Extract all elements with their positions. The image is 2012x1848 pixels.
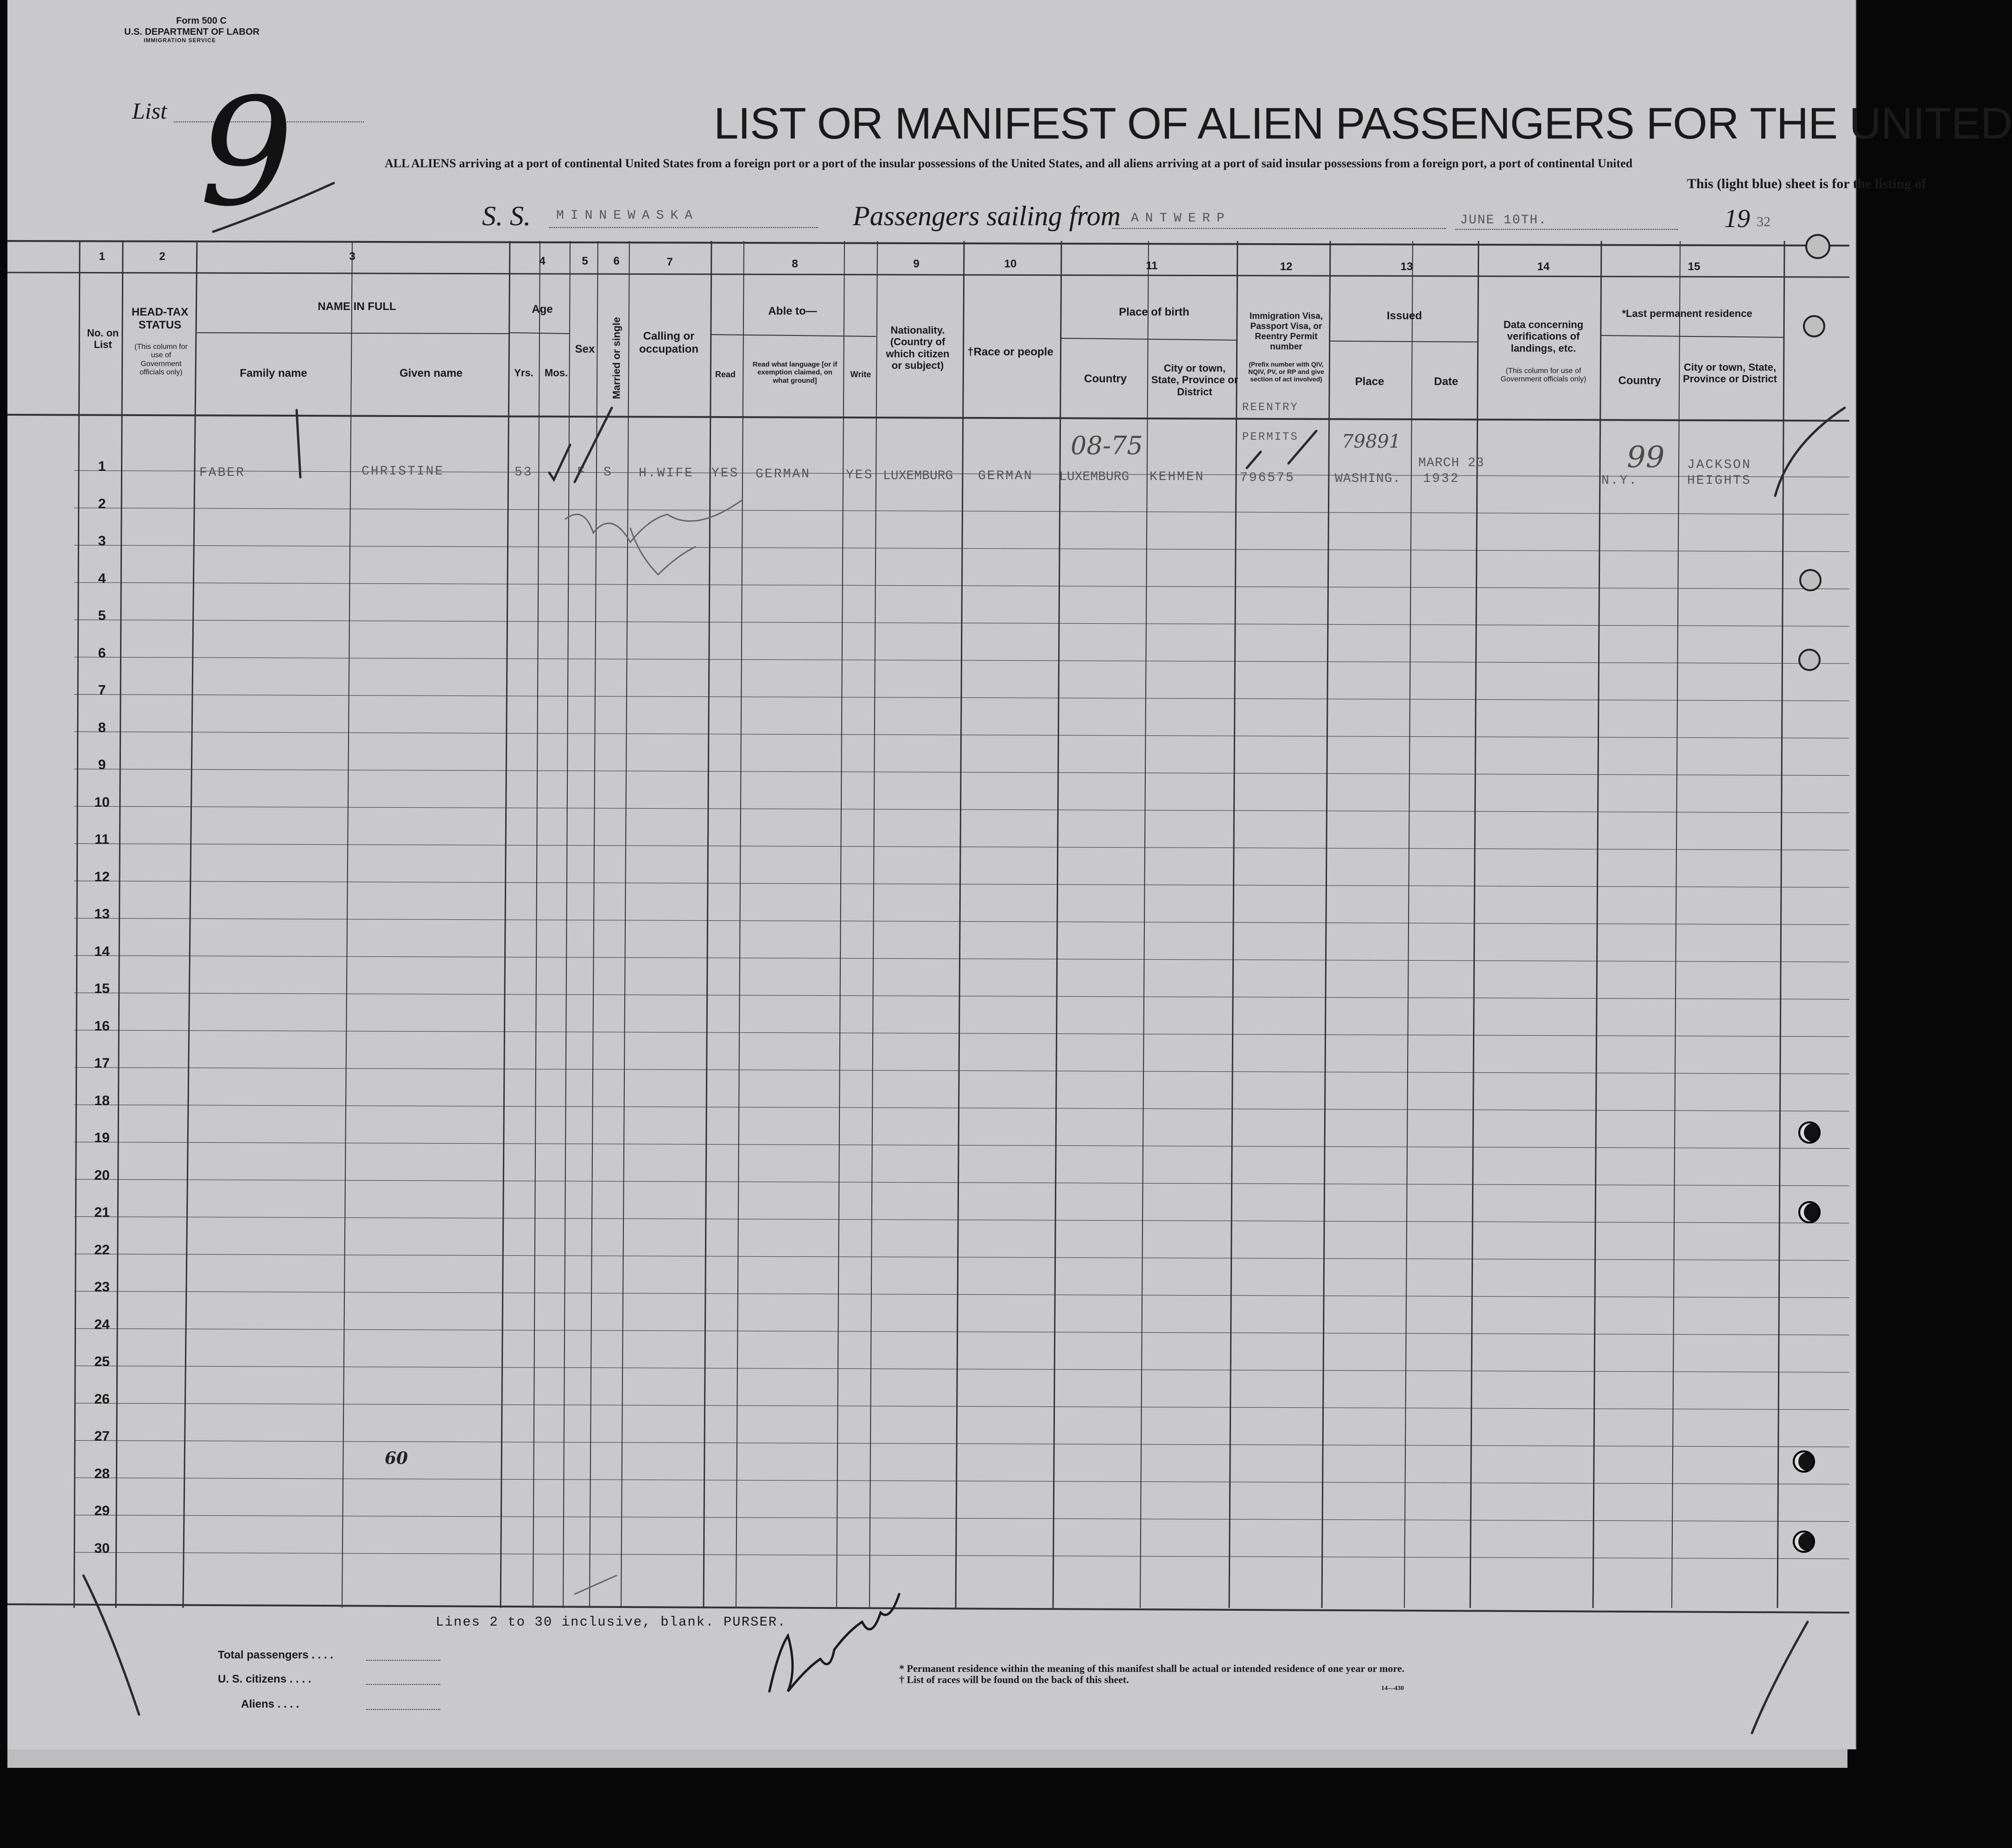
total-passengers-line	[366, 1660, 440, 1661]
hand-residence-mark: 99	[1627, 440, 1665, 475]
us-citizens-label: U. S. citizens . . . .	[218, 1673, 311, 1685]
pencil-scribble-stroke	[565, 500, 742, 542]
punch-hole-6	[1798, 1201, 1821, 1223]
colnum-2: 2	[159, 250, 165, 263]
header-issued-date: Date	[1434, 375, 1459, 388]
row-number: 18	[94, 1093, 110, 1108]
row-number: 9	[98, 757, 106, 772]
row-number: 23	[94, 1279, 110, 1295]
sex-slash-stroke	[575, 408, 612, 482]
p1-write: YES	[846, 468, 874, 482]
p1-given-name: CHRISTINE	[362, 464, 444, 479]
header-head-tax: HEAD-TAX STATUS	[131, 306, 189, 331]
header-write: Write	[850, 370, 871, 379]
row-number: 29	[94, 1503, 110, 1519]
header-visa: Immigration Visa, Passport Visa, or Reentry Permit number	[1249, 311, 1323, 352]
colnum-14: 14	[1537, 260, 1550, 273]
permanent-residence-note: * Permanent residence within the meaning of this manifest shall be actual or intended residence of one year or more.	[899, 1663, 1405, 1674]
colnum-6: 6	[613, 255, 620, 267]
header-nationality: Nationality. (Country of which citizen or subject)	[886, 324, 950, 371]
header-issued: Issued	[1386, 310, 1422, 322]
p1-res-country: N.Y.	[1601, 474, 1638, 488]
page-title: LIST OR MANIFEST OF ALIEN PASSENGERS FOR THE UNITED	[714, 99, 2012, 148]
permit-slash-stroke	[1288, 431, 1316, 463]
p1-occupation: H.WIFE	[639, 466, 694, 481]
colnum-3: 3	[349, 250, 355, 263]
p1-res-city-line-2: HEIGHTS	[1687, 474, 1752, 488]
p1-sex: F	[577, 465, 586, 480]
p1-permit-label-1: REENTRY	[1242, 401, 1299, 414]
p1-race: GERMAN	[978, 469, 1033, 483]
year-suffix: 32	[1757, 214, 1771, 229]
row-number: 7	[98, 683, 106, 698]
punch-hole-7	[1793, 1450, 1815, 1473]
header-verification: Data concerning verifications of landings, etc.	[1503, 319, 1584, 354]
p1-birth-city: KEHMEN	[1149, 470, 1205, 484]
header-mos: Mos.	[544, 367, 568, 379]
header-visa-note: (Prefix number with QIV, NQIV, PV, or RP and give section of act involved)	[1248, 361, 1324, 383]
header-able-to: Able to—	[768, 305, 817, 317]
purser-signature-stroke	[769, 1594, 899, 1691]
row-number: 16	[94, 1018, 110, 1034]
colnum-13: 13	[1400, 260, 1413, 273]
margin-slash-stroke	[1752, 1622, 1808, 1733]
aliens-label: Aliens . . . .	[241, 1698, 299, 1710]
header-res-country: Country	[1618, 374, 1661, 387]
list-label: List	[132, 98, 167, 124]
header-sex: Sex	[575, 343, 595, 355]
residence-check-stroke	[1775, 408, 1845, 496]
subtitle-line-1: ALL ALIENS arriving at a port of continental United States from a foreign port or a port of the insular possessions of the United States, and all aliens arriving at a port of said insular possessions from a foreign port, a port of continental United	[385, 157, 1633, 170]
us-citizens-line	[366, 1684, 440, 1685]
p1-res-city-line-1: JACKSON	[1687, 458, 1752, 472]
header-verification-note: (This column for use of Government officials only)	[1500, 367, 1587, 384]
punch-hole-1	[1805, 234, 1830, 259]
colnum-5: 5	[582, 255, 588, 267]
row-number: 2	[98, 496, 106, 512]
header-no-on-list: No. on List	[87, 327, 119, 351]
margin-nine-stroke	[83, 1576, 139, 1715]
row-number: 17	[94, 1056, 110, 1071]
p1-language: GERMAN	[755, 467, 811, 481]
p1-permit-label-2: PERMITS	[1242, 431, 1299, 443]
total-passengers-label: Total passengers . . . .	[218, 1649, 333, 1661]
race-note: † List of races will be found on the back of this sheet.	[899, 1674, 1129, 1685]
header-married: Married or single	[610, 317, 622, 399]
header-read: Read	[715, 370, 736, 379]
punch-hole-2	[1803, 315, 1825, 337]
header-read-language: Read what language [or if exemption claimed, on what ground]	[752, 361, 838, 385]
row-number: 22	[94, 1242, 110, 1258]
row-number: 13	[94, 906, 110, 922]
row-number: 25	[94, 1354, 110, 1369]
hand-page-mark: 60	[385, 1449, 408, 1468]
row-number: 12	[94, 869, 110, 885]
row-number: 27	[94, 1429, 110, 1444]
punch-hole-5	[1798, 1121, 1821, 1144]
punch-hole-8	[1793, 1531, 1815, 1553]
p1-birth-country: LUXEMBURG	[1059, 470, 1130, 484]
hand-issued-mark: 79891	[1342, 431, 1401, 452]
p1-issued-date-line-2: 1932	[1423, 472, 1460, 486]
punch-hole-3	[1799, 569, 1822, 591]
row-number: 24	[94, 1316, 110, 1332]
form-number: Form 500 C	[176, 16, 227, 26]
punch-hole-4	[1798, 649, 1821, 671]
age-check-stroke	[549, 445, 570, 480]
header-name-in-full: NAME IN FULL	[317, 300, 396, 313]
colnum-9: 9	[913, 258, 920, 270]
colnum-11: 11	[1146, 259, 1158, 272]
list-flourish-stroke	[213, 183, 334, 232]
colnum-15: 15	[1688, 260, 1701, 273]
colnum-8: 8	[792, 258, 798, 270]
row-number: 10	[94, 794, 110, 810]
row-number: 8	[98, 720, 106, 735]
colnum-12: 12	[1280, 260, 1293, 273]
pencil-scribble-2-stroke	[630, 528, 695, 575]
header-family-name: Family name	[240, 367, 307, 380]
colnum-10: 10	[1004, 258, 1017, 270]
hand-birth-mark: 08-75	[1071, 431, 1143, 460]
header-birth-city: City or town, State, Province or District	[1151, 362, 1238, 398]
p1-issued-date-line-1: MARCH 23	[1418, 456, 1485, 470]
p1-marital: S	[603, 465, 613, 480]
colnum-4: 4	[539, 255, 546, 267]
row-number: 1	[98, 459, 106, 474]
p1-permit-number: 796575	[1240, 471, 1295, 485]
header-age: Age	[532, 303, 553, 316]
header-yrs: Yrs.	[514, 367, 533, 379]
p1-age-yrs: 53	[514, 465, 533, 480]
p1-read: YES	[711, 466, 739, 481]
header-issued-place: Place	[1355, 375, 1384, 388]
row-number: 11	[95, 832, 109, 847]
row-number: 26	[94, 1391, 110, 1407]
header-place-of-birth: Place of birth	[1118, 306, 1190, 318]
list-number-handwritten: 9	[199, 67, 294, 239]
header-race: †Race or people	[967, 346, 1054, 358]
service-name: IMMIGRATION SERVICE	[144, 37, 216, 44]
header-last-residence: *Last permanent residence	[1622, 308, 1752, 319]
department-name: U.S. DEPARTMENT OF LABOR	[124, 27, 260, 37]
pencil-tick-stroke	[575, 1576, 616, 1594]
header-res-city: City or town, State, Province or District	[1683, 361, 1777, 385]
footer-note: Lines 2 to 30 inclusive, blank. PURSER.	[436, 1614, 787, 1630]
name-tick-stroke	[297, 410, 300, 477]
row-number: 6	[98, 645, 106, 661]
row-number: 15	[94, 981, 110, 996]
form-code: 14—430	[1381, 1685, 1404, 1692]
header-head-tax-note: (This column for use of Government officials only)	[134, 343, 188, 377]
colnum-7: 7	[666, 256, 673, 268]
row-number: 19	[94, 1130, 110, 1146]
colnum-1: 1	[99, 250, 105, 263]
sailing-label: Passengers sailing from	[853, 201, 1121, 231]
row-number: 30	[94, 1540, 110, 1556]
p1-nationality: LUXEMBURG	[883, 469, 953, 483]
row-number: 4	[98, 570, 106, 586]
ship-label: S. S.	[482, 201, 531, 231]
row-number: 20	[94, 1167, 110, 1183]
sailing-date: JUNE 10TH.	[1460, 213, 1548, 228]
header-calling: Calling or occupation	[639, 330, 698, 355]
header-birth-country: Country	[1084, 373, 1127, 385]
permit-tick-stroke	[1247, 452, 1261, 468]
row-number: 14	[94, 943, 110, 959]
row-number: 3	[98, 533, 106, 549]
header-given-name: Given name	[399, 367, 463, 380]
subtitle-line-2: This (light blue) sheet is for the listing of	[1687, 176, 1926, 191]
p1-issued-place: WASHING.	[1335, 472, 1401, 486]
row-number: 5	[98, 608, 106, 623]
port-name: ANTWERP	[1131, 211, 1231, 226]
row-number: 28	[94, 1466, 110, 1481]
year-label: 19	[1724, 204, 1750, 233]
p1-family-name: FABER	[199, 466, 246, 480]
ship-name: MINNEWASKA	[556, 209, 699, 223]
aliens-line	[366, 1709, 440, 1710]
row-number: 21	[94, 1205, 110, 1220]
